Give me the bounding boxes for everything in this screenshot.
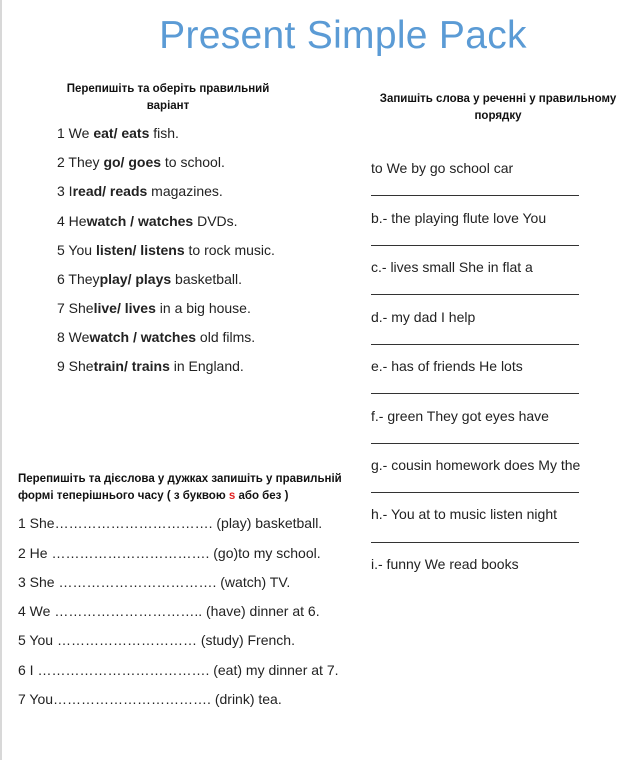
answer-line[interactable] [371, 344, 579, 345]
answer-line[interactable] [371, 542, 579, 543]
exercise2-item: f.- green They got eyes have [371, 408, 549, 424]
exercise2-item: to We by go school car [371, 160, 514, 176]
exercise2-item: g.- cousin homework does My the [371, 457, 581, 473]
section1-heading-line2: варіант [146, 100, 190, 112]
exercise1-item: 2 They go/ goes to school. [57, 154, 225, 170]
exercise1-item: 4 Hewatch / watches DVDs. [57, 213, 238, 229]
section3-heading-line2: формі теперішнього часу ( з буквою s або без ) [18, 490, 289, 502]
exercise1-item: 7 Shelive/ lives in a big house. [57, 300, 251, 316]
section1-heading-line1: Перепишіть та оберіть правильний [66, 83, 270, 95]
exercise1-item: 5 You listen/ listens to rock music. [57, 242, 275, 258]
exercise1-item: 8 Wewatch / watches old films. [57, 329, 256, 345]
exercise3-item: 7 You……………………………. (drink) tea. [18, 691, 282, 707]
exercise1-item: 1 We eat/ eats fish. [57, 125, 179, 141]
exercise2-item: d.- my dad I help [371, 309, 476, 325]
answer-line[interactable] [371, 245, 579, 246]
section2-heading-line2: порядку [474, 110, 522, 122]
answer-line[interactable] [371, 294, 579, 295]
section2-heading [373, 91, 623, 125]
section2-heading-line1: Запишіть слова у реченні у правильному [379, 93, 617, 105]
exercise3-item: 6 I ………………………………. (eat) my dinner at 7. [18, 662, 339, 678]
answer-line[interactable] [371, 492, 579, 493]
exercise1-item: 6 Theyplay/ plays basketball. [57, 271, 242, 287]
exercise3-item: 4 We ………………………….. (have) dinner at 6. [18, 603, 320, 619]
exercise2-item: e.- has of friends He lots [371, 358, 523, 374]
exercise3-item: 3 She ……………………………. (watch) TV. [18, 574, 291, 590]
exercise3-item: 5 You ………………………… (study) French. [18, 632, 295, 648]
answer-line[interactable] [371, 393, 579, 394]
answer-line[interactable] [371, 195, 579, 196]
section3-heading [18, 471, 353, 505]
exercise1-item: 3 Iread/ reads magazines. [57, 183, 223, 199]
exercise3-item: 1 She……………………………. (play) basketball. [18, 515, 323, 531]
section1-heading [60, 81, 276, 115]
exercise1-item: 9 Shetrain/ trains in England. [57, 358, 244, 374]
letter-s-highlight: s [228, 490, 236, 502]
exercise3-item: 2 He ……………………………. (go)to my school. [18, 545, 321, 561]
page-title: Present Simple Pack [159, 14, 527, 57]
exercise2-item: c.- lives small She in flat a [371, 259, 533, 275]
exercise2-item: b.- the playing flute love You [371, 210, 547, 226]
section3-heading-line1: Перепишіть та дієслова у дужках запишіть у правильній [18, 473, 342, 485]
exercise2-item: h.- You at to music listen night [371, 506, 557, 522]
exercise2-item: i.- funny We read books [371, 556, 519, 572]
page-edge [0, 0, 2, 760]
answer-line[interactable] [371, 443, 579, 444]
